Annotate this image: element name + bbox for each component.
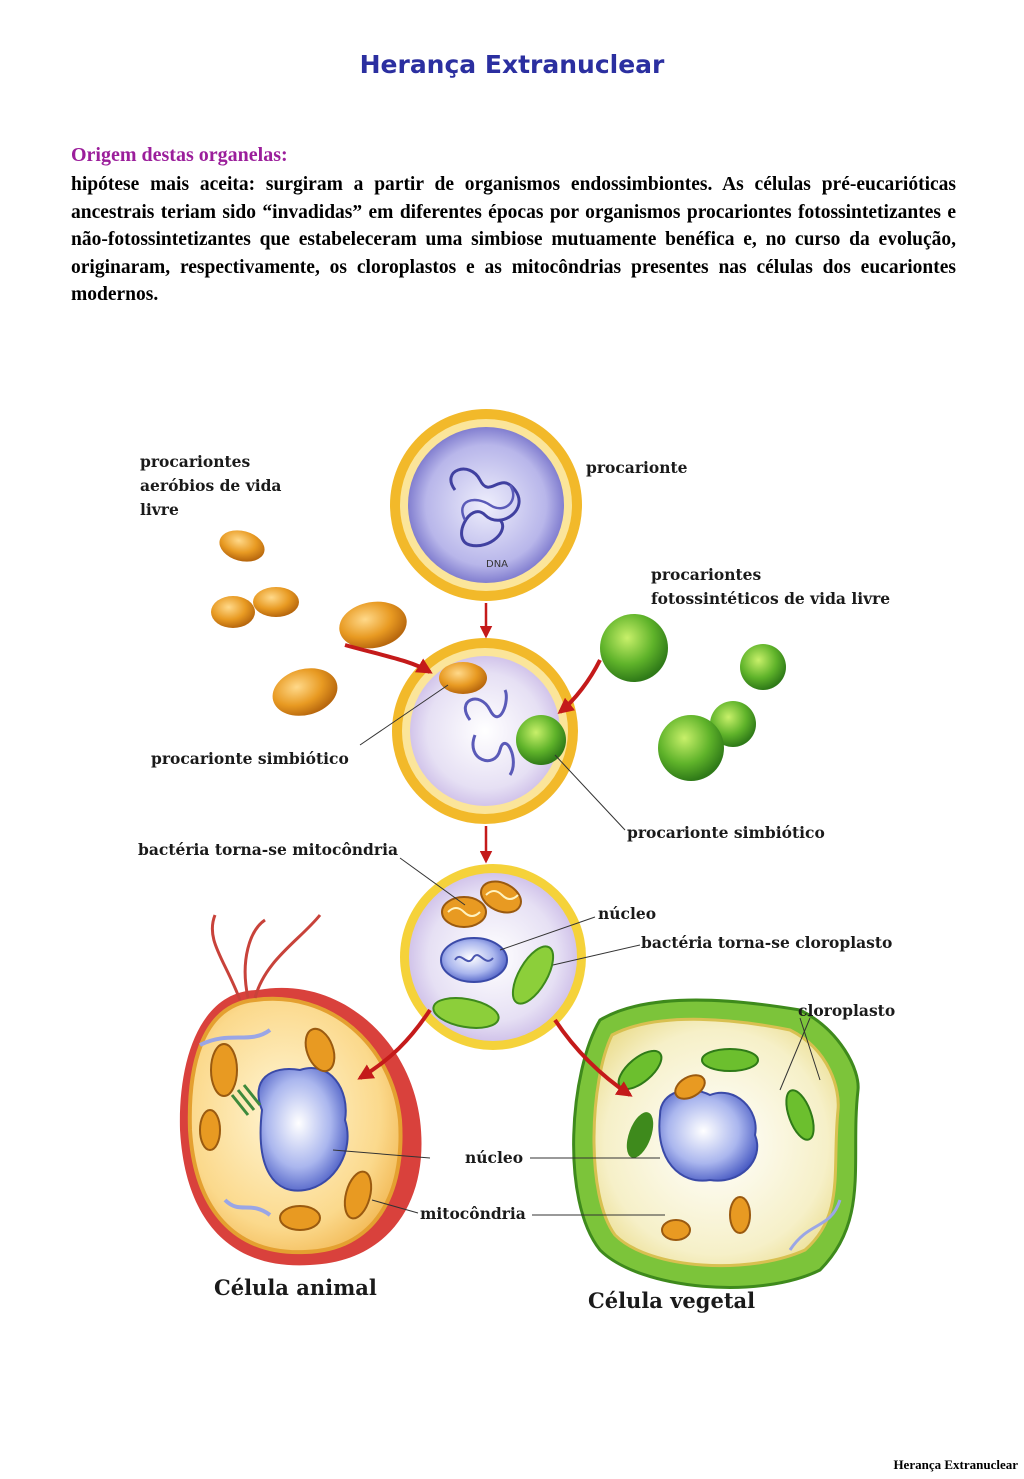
mitochondrion-label: mitocôndria: [420, 1204, 526, 1223]
prokaryote-cell: [390, 409, 582, 601]
aerobic-prokaryotes: [211, 526, 410, 723]
aerobic-label-line3: livre: [140, 500, 179, 519]
nucleus-label-top: núcleo: [598, 904, 657, 923]
plant-cell: [574, 1000, 859, 1287]
nucleus-label-bottom: núcleo: [465, 1148, 524, 1167]
plant-cell-label: Célula vegetal: [588, 1288, 756, 1313]
symbiotic-label-left: procarionte simbiótico: [151, 749, 349, 768]
dna-label: DNA: [486, 559, 509, 570]
photosynthetic-label-line2: fotossintéticos de vida livre: [651, 589, 891, 608]
symbiotic-label-right: procarionte simbiótico: [627, 823, 825, 842]
section-subheading: Origem destas organelas:: [71, 144, 288, 166]
aerobic-label-line2: aeróbios de vida: [140, 476, 282, 495]
prokaryote-label: procarionte: [586, 458, 688, 477]
photosynthetic-prokaryotes: [600, 614, 786, 781]
page-footer: Herança Extranuclear: [893, 1457, 1018, 1472]
animal-cell-label: Célula animal: [214, 1275, 377, 1300]
aerobic-label-line1: procariontes: [140, 452, 251, 471]
photosynthetic-label-line1: procariontes: [651, 565, 762, 584]
page-title: Herança Extranuclear: [359, 50, 665, 79]
body-paragraph: hipótese mais aceita: surgiram a partir de organismos endossimbiontes. As células pré-eucarióticas ancestrais teriam sido “invadidas” em diferentes épocas por organismos procariontes fotossintetizantes e não-fotossintetizantes que estabeleceram uma simbiose mutuamente benéfica e, no curso da evolução, originaram, respectivamente, os cloroplastos e as mitocôndrias presentes nas células dos eucariontes modernos.: [71, 174, 956, 305]
animal-cell: [180, 915, 422, 1265]
bacteria-chloroplast-label: bactéria torna-se cloroplasto: [641, 933, 893, 952]
chloroplast-label: cloroplasto: [798, 1001, 896, 1020]
bacteria-mitochondrion-label: bactéria torna-se mitocôndria: [138, 840, 398, 859]
